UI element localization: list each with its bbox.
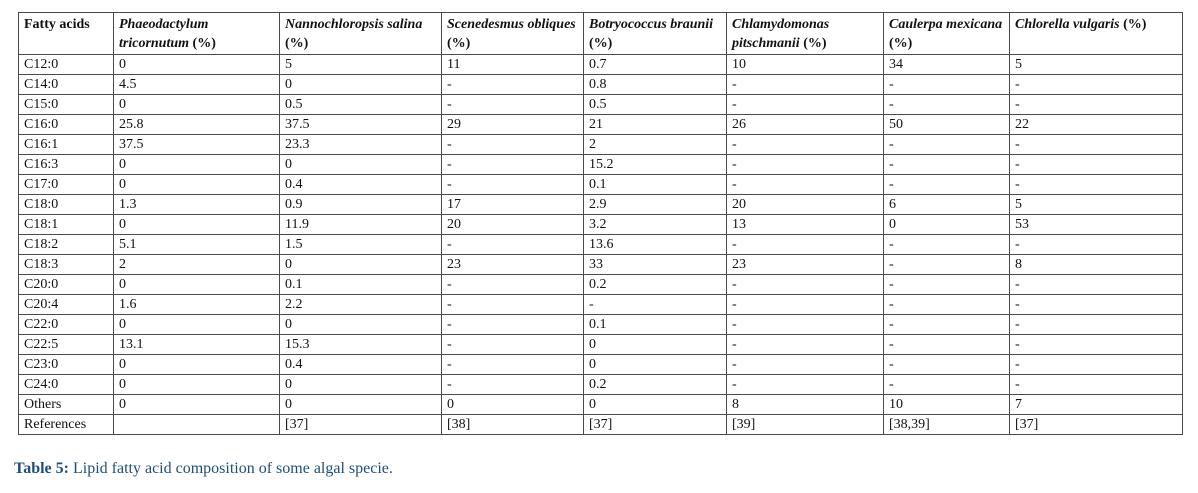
table-cell: - (584, 295, 727, 315)
row-label: C24:0 (19, 375, 114, 395)
table-cell: 29 (442, 115, 584, 135)
table-cell: - (884, 75, 1010, 95)
table-cell: - (1010, 275, 1183, 295)
table-cell: 1.3 (114, 195, 280, 215)
row-label: C20:4 (19, 295, 114, 315)
species-name: Chlamydomonas pitschmanii (732, 17, 830, 51)
table-cell: 17 (442, 195, 584, 215)
table-cell: 23.3 (280, 135, 442, 155)
table-cell: - (884, 95, 1010, 115)
table-cell: 0 (114, 315, 280, 335)
unit-label: (%) (192, 36, 216, 51)
table-cell: - (727, 75, 884, 95)
table-cell: - (727, 155, 884, 175)
row-label: C15:0 (19, 95, 114, 115)
table-cell: 0 (114, 275, 280, 295)
table-row (19, 255, 1183, 275)
table-cell: 0 (280, 75, 442, 95)
table-cell: 0.4 (280, 355, 442, 375)
table-cell: 53 (1010, 215, 1183, 235)
row-label: C18:3 (19, 255, 114, 275)
table-cell: - (442, 335, 584, 355)
table-cell: 0 (584, 395, 727, 415)
table-row (19, 235, 1183, 255)
table-cell: - (884, 135, 1010, 155)
table-cell: [38] (442, 415, 584, 435)
header-species (280, 13, 442, 55)
row-label: C22:5 (19, 335, 114, 355)
unit-label: (%) (1123, 17, 1147, 32)
table-cell: 8 (1010, 255, 1183, 275)
table-cell: 2.2 (280, 295, 442, 315)
header-species (584, 13, 727, 55)
table-cell: 4.5 (114, 75, 280, 95)
table-cell: 0.8 (584, 75, 727, 95)
table-cell: 13 (727, 215, 884, 235)
table-cell: - (442, 315, 584, 335)
table-cell: 20 (442, 215, 584, 235)
row-label: Others (19, 395, 114, 415)
table-cell: 13.1 (114, 335, 280, 355)
table-cell: 5 (1010, 55, 1183, 75)
table-cell: 7 (1010, 395, 1183, 415)
table-cell: 0 (114, 355, 280, 375)
table-cell: - (1010, 335, 1183, 355)
table-cell: - (442, 135, 584, 155)
species-name: Phaeodactylum tricornutum (119, 17, 209, 51)
species-name: Chlorella vulgaris (1015, 17, 1120, 32)
table-cell: 0.4 (280, 175, 442, 195)
table-cell: [37] (1010, 415, 1183, 435)
table-row (19, 155, 1183, 175)
table-cell: - (1010, 235, 1183, 255)
table-cell: 23 (727, 255, 884, 275)
table-cell: - (1010, 95, 1183, 115)
table-header (19, 13, 1183, 55)
table-row (19, 55, 1183, 75)
table-cell: 0.5 (584, 95, 727, 115)
unit-label: (%) (589, 36, 613, 51)
table-cell: 11.9 (280, 215, 442, 235)
table-cell: 34 (884, 55, 1010, 75)
table-cell: - (442, 75, 584, 95)
header-species (442, 13, 584, 55)
table-cell: - (727, 295, 884, 315)
table-cell: - (1010, 75, 1183, 95)
table-cell: 0 (584, 355, 727, 375)
table-row (19, 335, 1183, 355)
table-cell: 6 (884, 195, 1010, 215)
table-cell: - (884, 375, 1010, 395)
table-cell: 37.5 (280, 115, 442, 135)
table-cell: - (442, 295, 584, 315)
table-cell: 0 (280, 155, 442, 175)
table-cell: 1.6 (114, 295, 280, 315)
table-cell: - (1010, 355, 1183, 375)
table-cell: 0.9 (280, 195, 442, 215)
table-row (19, 315, 1183, 335)
table-row (19, 395, 1183, 415)
table-cell: 22 (1010, 115, 1183, 135)
table-cell: - (442, 375, 584, 395)
table-cell: - (884, 295, 1010, 315)
table-cell: 0 (884, 215, 1010, 235)
table-cell: 0 (584, 335, 727, 355)
table-cell: 10 (884, 395, 1010, 415)
header-row (19, 13, 1183, 55)
table-row (19, 75, 1183, 95)
table-row (19, 415, 1183, 435)
table-row (19, 175, 1183, 195)
unit-label: (%) (285, 36, 309, 51)
table-cell: - (727, 235, 884, 255)
table-cell: - (884, 175, 1010, 195)
table-row (19, 295, 1183, 315)
table-cell: - (1010, 175, 1183, 195)
table-cell: - (884, 235, 1010, 255)
table-cell: [37] (584, 415, 727, 435)
table-cell: 0.1 (280, 275, 442, 295)
row-label: References (19, 415, 114, 435)
table-cell: 33 (584, 255, 727, 275)
row-label: C22:0 (19, 315, 114, 335)
table-cell: - (442, 155, 584, 175)
table-cell: - (884, 275, 1010, 295)
table-cell: - (727, 275, 884, 295)
species-name: Caulerpa mexicana (889, 17, 1003, 32)
header-species (884, 13, 1010, 55)
table-body (19, 55, 1183, 435)
table-cell: - (442, 235, 584, 255)
table-row (19, 135, 1183, 155)
row-label: C17:0 (19, 175, 114, 195)
table-cell: - (442, 355, 584, 375)
table-cell: 25.8 (114, 115, 280, 135)
table-cell: [39] (727, 415, 884, 435)
table-cell: 2 (114, 255, 280, 275)
row-label: C20:0 (19, 275, 114, 295)
table-cell: 0 (114, 395, 280, 415)
table-cell: 15.2 (584, 155, 727, 175)
caption-label: Table 5: (14, 460, 69, 477)
table-cell: 0.2 (584, 375, 727, 395)
table-cell: 21 (584, 115, 727, 135)
species-name: Nannochloropsis salina (285, 17, 423, 32)
table-cell: [37] (280, 415, 442, 435)
table-cell: 1.5 (280, 235, 442, 255)
table-cell: 0.5 (280, 95, 442, 115)
table-cell: - (1010, 315, 1183, 335)
fatty-acid-table (18, 12, 1183, 435)
table-cell: 0 (114, 175, 280, 195)
table-row (19, 195, 1183, 215)
row-label: C18:2 (19, 235, 114, 255)
table-cell: 8 (727, 395, 884, 415)
species-name: Botryococcus braunii (589, 17, 714, 32)
table-cell: - (884, 335, 1010, 355)
table-cell: - (442, 275, 584, 295)
table-cell: 0.1 (584, 315, 727, 335)
table-cell: 0.2 (584, 275, 727, 295)
row-label: C18:1 (19, 215, 114, 235)
table-caption (14, 459, 393, 479)
table-cell: 13.6 (584, 235, 727, 255)
table-cell: 5.1 (114, 235, 280, 255)
table-cell: 23 (442, 255, 584, 275)
header-species (727, 13, 884, 55)
header-fatty-acids: Fatty acids (19, 13, 114, 55)
table-cell: - (727, 95, 884, 115)
row-label: C18:0 (19, 195, 114, 215)
table-cell: 10 (727, 55, 884, 75)
table-cell: 0 (280, 395, 442, 415)
table-cell: 5 (1010, 195, 1183, 215)
table-cell: 0 (280, 375, 442, 395)
table-cell: 0 (114, 215, 280, 235)
table-cell: - (727, 135, 884, 155)
table-cell: - (884, 255, 1010, 275)
row-label: C14:0 (19, 75, 114, 95)
unit-label: (%) (447, 36, 471, 51)
table-cell: 11 (442, 55, 584, 75)
caption-text: Lipid fatty acid composition of some algal specie. (72, 460, 393, 477)
table-cell (114, 415, 280, 435)
table-cell: - (1010, 295, 1183, 315)
table-cell: - (884, 315, 1010, 335)
table-cell: 0 (114, 375, 280, 395)
table-cell: 26 (727, 115, 884, 135)
species-name: Scenedesmus obliques (447, 17, 576, 32)
table-row (19, 275, 1183, 295)
unit-label: (%) (889, 36, 913, 51)
row-label: C16:0 (19, 115, 114, 135)
table-row (19, 215, 1183, 235)
table-cell: 0 (442, 395, 584, 415)
table-row (19, 375, 1183, 395)
table-cell: - (1010, 375, 1183, 395)
table-cell: 2 (584, 135, 727, 155)
row-label: C12:0 (19, 55, 114, 75)
row-label: C16:1 (19, 135, 114, 155)
table-cell: 0.1 (584, 175, 727, 195)
table-cell: 0 (280, 255, 442, 275)
table-row (19, 95, 1183, 115)
table-cell: - (727, 355, 884, 375)
table-cell: - (442, 95, 584, 115)
table-cell: - (884, 155, 1010, 175)
table-cell: - (884, 355, 1010, 375)
table-cell: 20 (727, 195, 884, 215)
header-species (114, 13, 280, 55)
table-cell: - (1010, 135, 1183, 155)
table-cell: - (727, 315, 884, 335)
table-cell: - (727, 335, 884, 355)
table-cell: 0 (114, 155, 280, 175)
table-cell: - (442, 175, 584, 195)
table-cell: 5 (280, 55, 442, 75)
table-cell: 0 (280, 315, 442, 335)
table-cell: - (727, 175, 884, 195)
table-cell: 0.7 (584, 55, 727, 75)
table-cell: 3.2 (584, 215, 727, 235)
table-cell: 0 (114, 55, 280, 75)
table-cell: - (1010, 155, 1183, 175)
row-label: C16:3 (19, 155, 114, 175)
table-cell: - (727, 375, 884, 395)
unit-label: (%) (803, 36, 827, 51)
table-cell: 37.5 (114, 135, 280, 155)
table-cell: [38,39] (884, 415, 1010, 435)
table-cell: 15.3 (280, 335, 442, 355)
table-cell: 2.9 (584, 195, 727, 215)
table-row (19, 115, 1183, 135)
row-label: C23:0 (19, 355, 114, 375)
header-species (1010, 13, 1183, 55)
table-cell: 50 (884, 115, 1010, 135)
table-container (18, 12, 1182, 435)
table-cell: 0 (114, 95, 280, 115)
table-row (19, 355, 1183, 375)
